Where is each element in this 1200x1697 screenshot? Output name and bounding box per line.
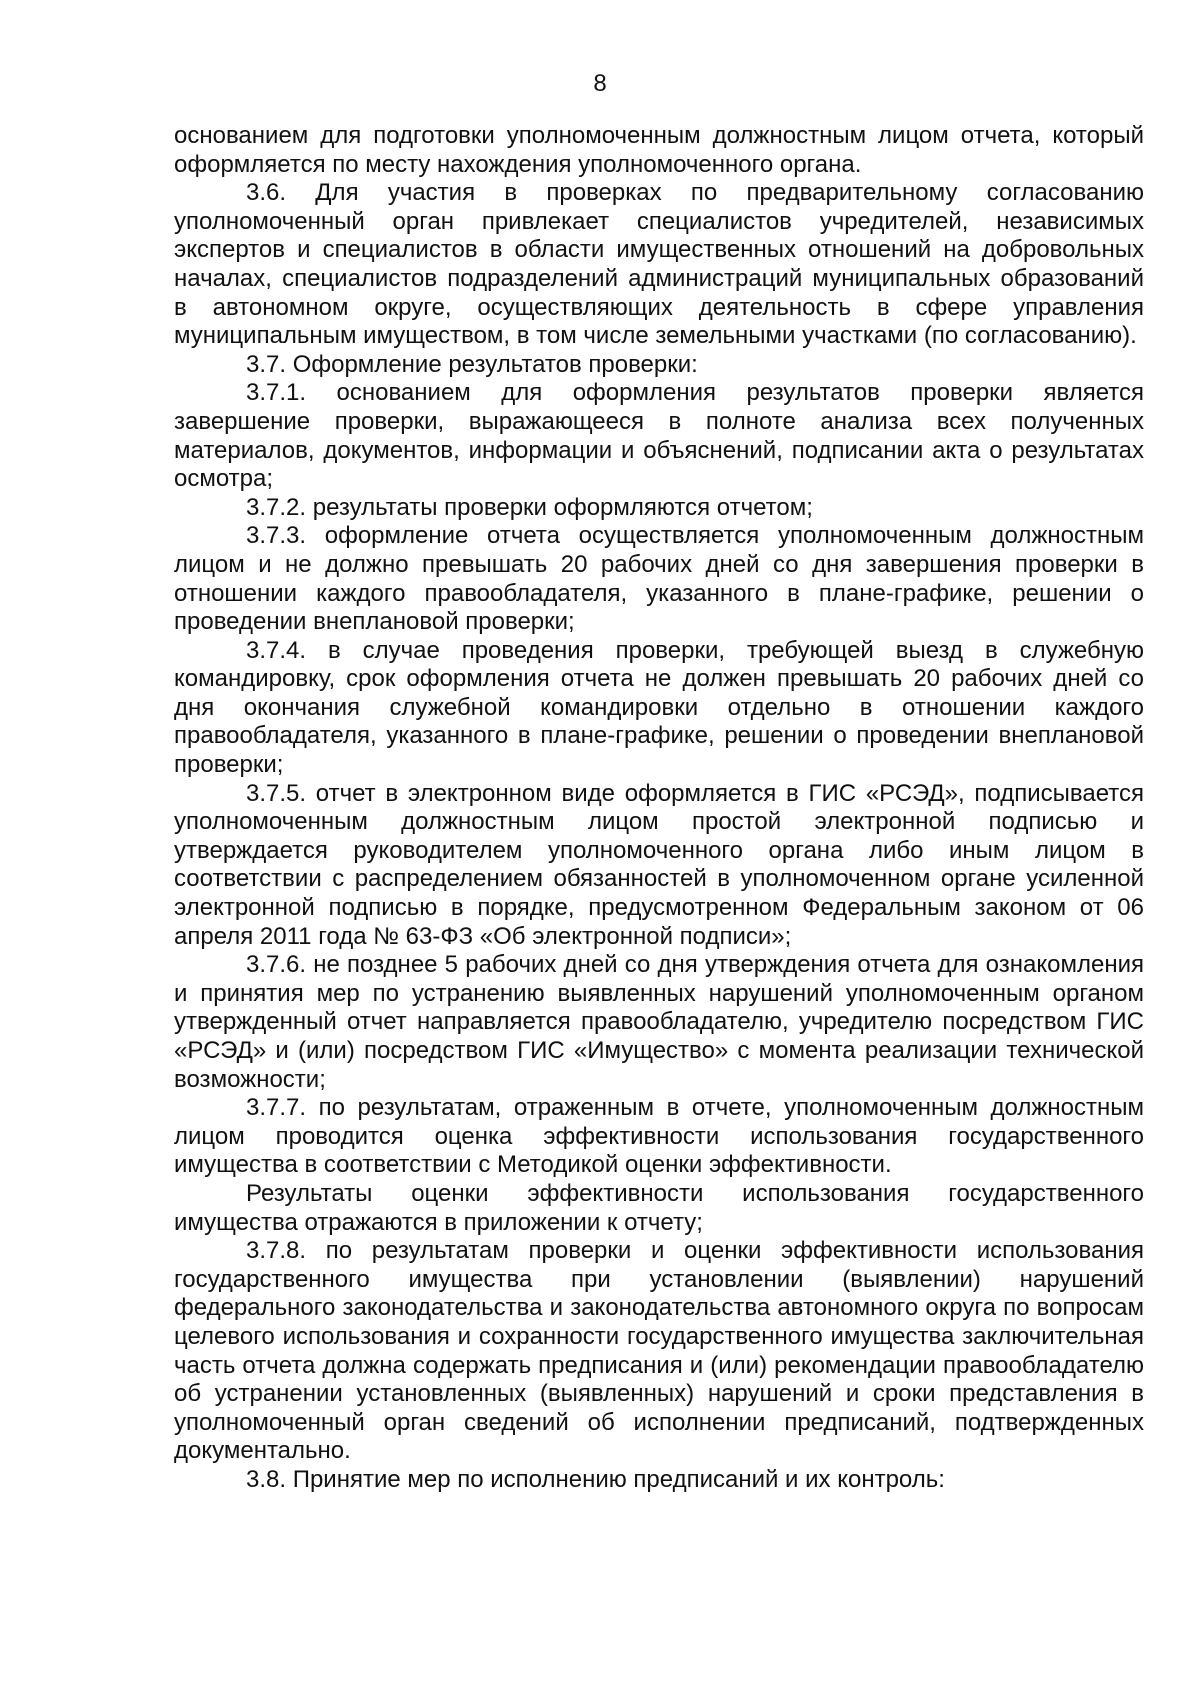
document-body: [174, 122, 1144, 1495]
paragraph-3-6: 3.6. Для участия в проверках по предварительному согласованию уполномоченный орган привлекает специалистов учредителей, независимых экспертов и специалистов в области имущественных отношений на добровольных началах, специалистов подразделений администраций муниципальных образований в автономном округе, осуществляющих деятельность в сфере управления муниципальным имуществом, в том числе земельными участками (по согласованию).: [174, 179, 1144, 350]
paragraph-3-7-2: 3.7.2. результаты проверки оформляются отчетом;: [246, 493, 813, 521]
paragraph-3-7-4: 3.7.4. в случае проведения проверки, требующей выезд в служебную командировку, срок оформления отчета не должен превышать 20 рабочих дней со дня окончания служебной командировки отдельно в отношении каждого правообладателя, указанного в плане-графике, решении о проведении внеплановой проверки;: [174, 636, 1144, 779]
paragraph-continuation: основанием для подготовки уполномоченным должностным лицом отчета, который оформляется по месту нахождения уполномоченного органа.: [174, 122, 1144, 178]
paragraph-3-7-3: 3.7.3. оформление отчета осуществляется уполномоченным должностным лицом и не должно превышать 20 рабочих дней со дня завершения проверки в отношении каждого правообладателя, указанного в плане-графике, решении о проведении внеплановой проверки;: [174, 522, 1144, 636]
paragraph-3-7-1: 3.7.1. основанием для оформления результатов проверки является завершение проверки, выражающееся в полноте анализа всех полученных материалов, документов, информации и объяснений, подписании акта о результатах осмотра;: [174, 379, 1144, 493]
paragraph-3-7-5: 3.7.5. отчет в электронном виде оформляется в ГИС «РСЭД», подписывается уполномоченным должностным лицом простой электронной подписью и утверждается руководителем уполномоченного органа либо иным лицом в соответствии с распределением обязанностей в уполномоченном органе усиленной электронной подписью в порядке, предусмотренном Федеральным законом от 06 апреля 2011 года № 63-ФЗ «Об электронной подписи»;: [174, 779, 1144, 950]
paragraph-3-7: 3.7. Оформление результатов проверки:: [246, 350, 698, 378]
paragraph-evaluation-results: Результаты оценки эффективности использования государственного имущества отражаются в приложении к отчету;: [174, 1179, 1144, 1236]
paragraph-3-7-8: 3.7.8. по результатам проверки и оценки эффективности использования государственного имущества при установлении (выявлении) нарушений федерального законодательства и законодательства автономного округа по вопросам целевого использования и сохранности государственного имущества заключительная часть отчета должна содержать предписания и (или) рекомендации правообладателю об устранении установленных (выявленных) нарушений и сроки представления в уполномоченный орган сведений об исполнении предписаний, подтвержденных документально.: [174, 1237, 1144, 1465]
paragraph-3-8: 3.8. Принятие мер по исполнению предписаний и их контроль:: [246, 1465, 945, 1493]
page-number: 8: [593, 70, 607, 97]
paragraph-3-7-7: 3.7.7. по результатам, отраженным в отчете, уполномоченным должностным лицом проводится оценка эффективности использования государственного имущества в соответствии с Методикой оценки эффективности.: [174, 1094, 1144, 1179]
paragraph-3-7-6: 3.7.6. не позднее 5 рабочих дней со дня утверждения отчета для ознакомления и принятия мер по устранению выявленных нарушений уполномоченным органом утвержденный отчет направляется правообладателю, учредителю посредством ГИС «РСЭД» и (или) посредством ГИС «Имущество» с момента реализации технической возможности;: [174, 951, 1144, 1093]
